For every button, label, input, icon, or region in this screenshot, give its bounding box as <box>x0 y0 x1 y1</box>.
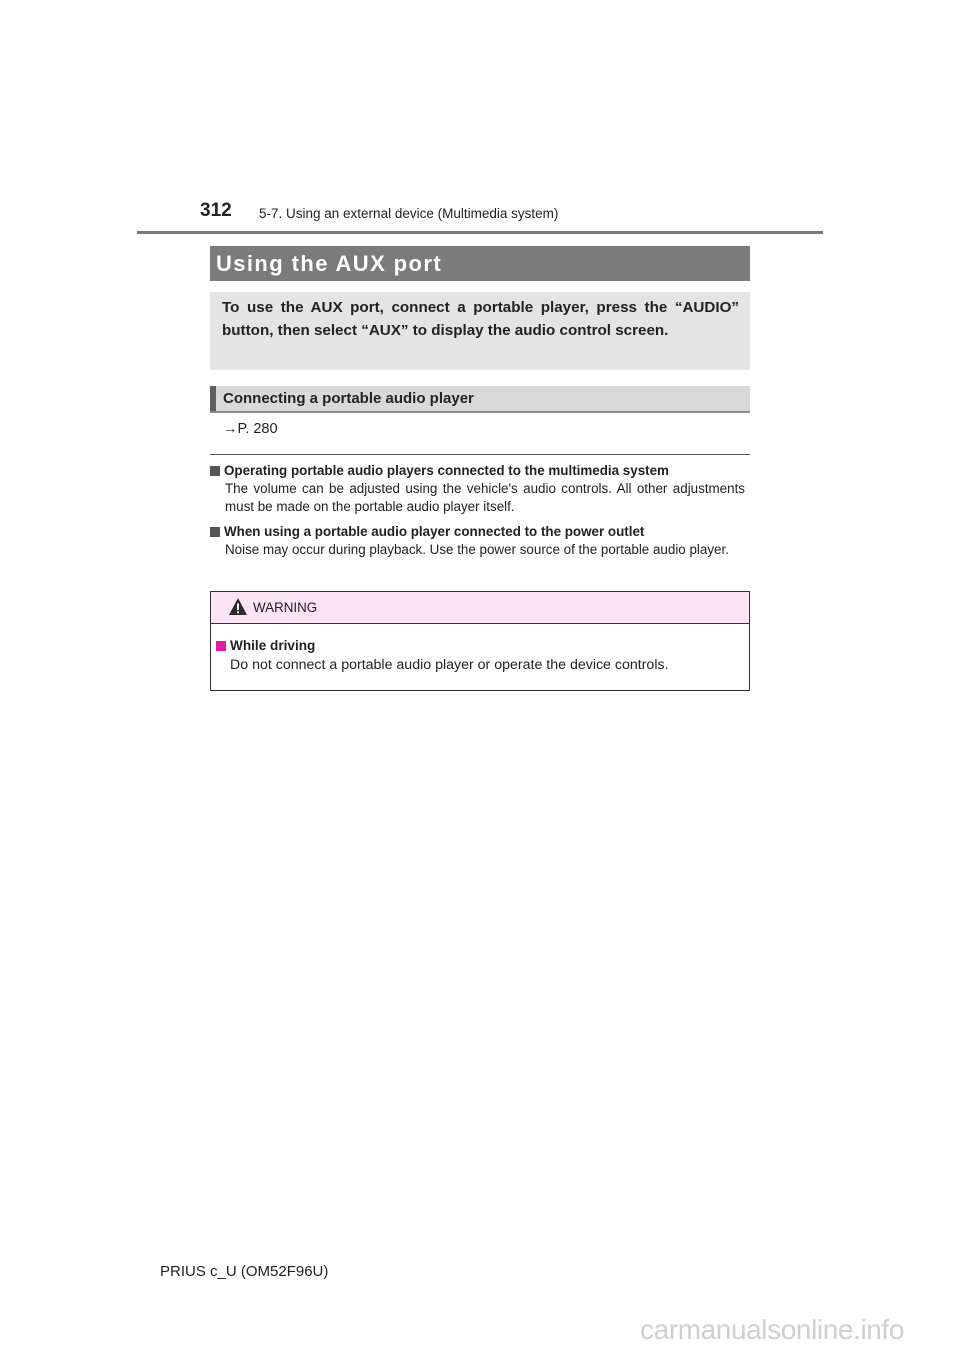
note-heading <box>210 461 745 480</box>
section-accent <box>210 386 216 411</box>
warning-item-body: Do not connect a portable audio player or operate the device controls. <box>230 657 669 673</box>
summary-text: To use the AUX port, connect a portable player, press the “AUDIO” button, then select “AUX” to display the audio control screen. <box>222 299 739 339</box>
square-bullet-icon <box>216 641 226 651</box>
section-heading-bar <box>210 386 750 413</box>
title-bar <box>210 246 750 281</box>
page-title: Using the AUX port <box>216 251 443 276</box>
warning-triangle-icon <box>228 597 248 617</box>
note-body: Noise may occur during playback. Use the power source of the portable audio player. <box>225 542 729 557</box>
note-item <box>210 522 745 559</box>
warning-item-heading-text: While driving <box>230 638 316 653</box>
warning-item <box>216 636 741 675</box>
warning-header <box>211 592 749 624</box>
section-heading: Connecting a portable audio player <box>223 390 474 407</box>
page-number: 312 <box>200 200 232 221</box>
summary-box <box>210 292 750 370</box>
header-divider <box>137 231 823 234</box>
warning-label: WARNING <box>253 600 318 615</box>
warning-item-heading <box>216 636 741 655</box>
warning-box <box>210 591 750 691</box>
note-heading-text: When using a portable audio player connected to the power outlet <box>224 524 645 539</box>
watermark: carmanualsonline.info <box>640 1314 904 1345</box>
note-body: The volume can be adjusted using the vehicle's audio controls. All other adjustments must be made on the portable audio player itself. <box>225 481 745 514</box>
square-bullet-icon <box>210 527 220 537</box>
page-reference[interactable]: →P. 280 <box>223 421 278 437</box>
footer-model-code: PRIUS c_U (OM52F96U) <box>160 1263 329 1280</box>
note-heading <box>210 522 745 541</box>
square-bullet-icon <box>210 466 220 476</box>
note-item <box>210 461 745 515</box>
notes-divider <box>210 454 750 455</box>
running-header: 5-7. Using an external device (Multimedia system) <box>259 206 559 221</box>
note-heading-text: Operating portable audio players connected to the multimedia system <box>224 463 669 478</box>
